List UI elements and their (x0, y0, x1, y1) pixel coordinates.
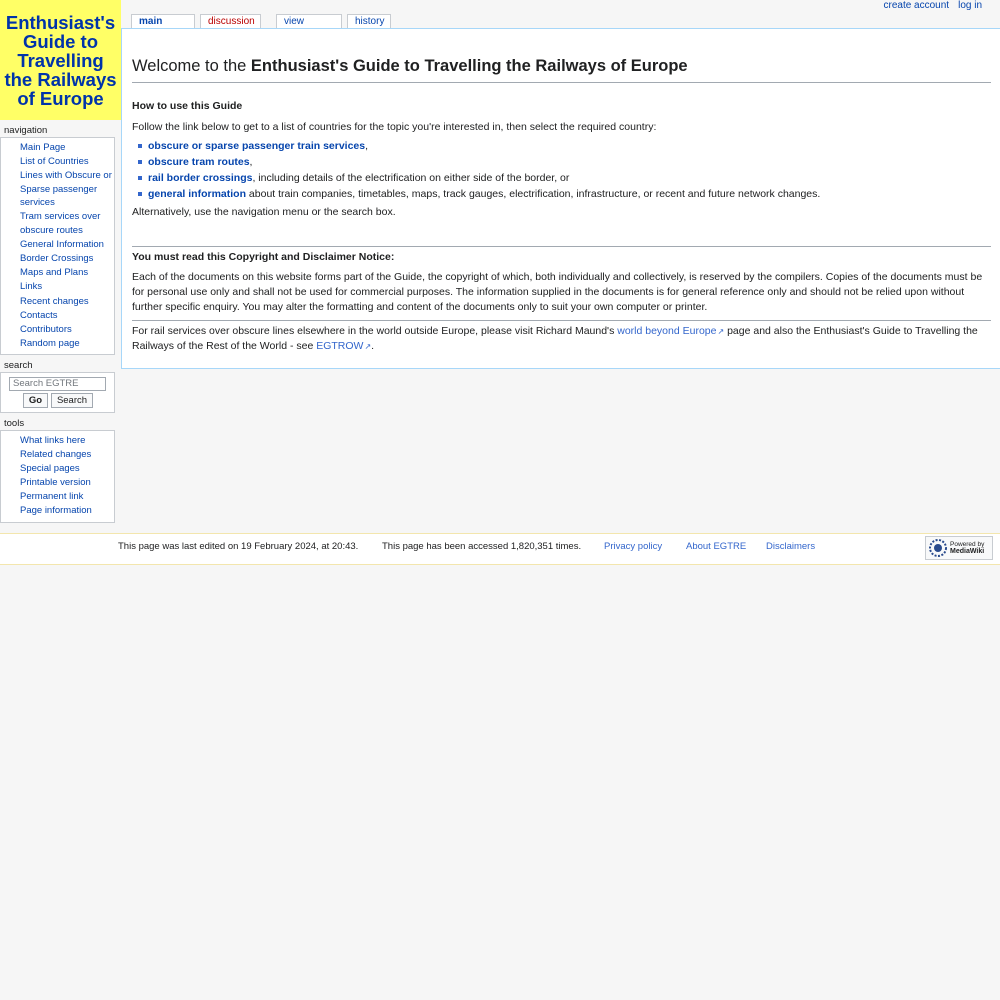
sidebar-link[interactable]: Maps and Plans (20, 267, 89, 279)
world-beyond-europe-link[interactable]: world beyond Europe ↗ (617, 325, 724, 337)
privacy-policy-link[interactable]: Privacy policy (604, 541, 663, 552)
personal-tools (883, 0, 982, 11)
topic-list (132, 138, 991, 202)
rest-world-middle: page and also the Enthusiast's Guide to Travelling the Railways of the Rest of the World - see (132, 325, 978, 352)
create-account-link[interactable]: create account (883, 0, 950, 11)
alternative-text: Alternatively, use the navigation menu or the search box. (132, 206, 396, 218)
sidebar-item-maps-and-plans[interactable] (20, 266, 114, 280)
list-item-rest: about train companies, timetables, maps, track gauges, electrification, infrastructure, or recent and future network changes. (246, 188, 821, 200)
content-area (121, 28, 1000, 369)
powered-by-mediawiki-badge[interactable] (925, 536, 993, 560)
tool-link[interactable]: Related changes (20, 449, 92, 461)
title-bold: Enthusiast's Guide to Travelling the Railways of Europe (250, 57, 688, 75)
sidebar-link[interactable]: Tram services over obscure routes (20, 211, 101, 237)
tool-link[interactable]: What links here (20, 435, 86, 446)
list-item (132, 138, 991, 154)
intro-text: Follow the link below to get to a list of countries for the topic you're interested in, then select the required country: (132, 121, 657, 133)
border-crossings-link[interactable]: rail border crossings (148, 172, 253, 184)
list-item (132, 170, 991, 186)
copyright-heading: You must read this Copyright and Disclaimer Notice: (132, 251, 395, 263)
sidebar-item-random-page[interactable] (20, 337, 114, 351)
navigation-portal (0, 137, 115, 355)
logo-text: Enthusiast's Guide to Travelling the Railways of Europe (4, 11, 117, 109)
sidebar-link[interactable]: Recent changes (20, 295, 89, 307)
sidebar-item-obscure-lines[interactable] (20, 169, 114, 210)
list-item (132, 154, 991, 170)
search-input[interactable]: Search EGTRE (9, 377, 106, 391)
list-item (132, 186, 991, 202)
navigation-heading: navigation (4, 125, 48, 136)
site-logo[interactable] (0, 0, 121, 120)
sidebar-item-general-information[interactable] (20, 238, 114, 252)
sidebar-item-contacts[interactable] (20, 309, 114, 323)
search-button[interactable]: Search (51, 393, 93, 408)
disclaimers-link[interactable]: Disclaimers (766, 541, 816, 552)
tool-link[interactable]: Page information (20, 505, 92, 517)
list-item-rest: , including details of the electrification on either side of the border, or (252, 172, 570, 184)
divider (132, 246, 991, 247)
footer (0, 533, 1000, 565)
tool-related-changes[interactable] (20, 448, 114, 462)
copyright-text: Each of the documents on this website forms part of the Guide, the copyright of which, both individually and collectively, is reserved by the compilers. Copies of the documents must be for personal use only and shall not be used for commercial purposes. The information supplied in the documents is for general reference only and should not be relied upon without further specific enquiry. You may alter the formatting and content of the documents only to suit your own computer or printer. (132, 271, 983, 313)
search-heading: search (4, 360, 33, 371)
tool-link[interactable]: Printable version (20, 477, 91, 489)
rest-world-end: . (371, 340, 375, 352)
rest-of-world-text (132, 324, 991, 354)
tool-printable-version[interactable] (20, 476, 114, 490)
sidebar-link[interactable]: Contacts (20, 309, 58, 321)
sidebar-item-links[interactable] (20, 280, 114, 294)
tab-history[interactable] (347, 14, 391, 28)
obscure-tram-link[interactable]: obscure tram routes (148, 156, 250, 168)
sidebar-link[interactable]: General Information (20, 239, 104, 251)
tab-view-source[interactable] (276, 14, 342, 28)
page-title (132, 56, 991, 83)
tools-portal (0, 430, 115, 523)
obscure-services-link[interactable]: obscure or sparse passenger train services (148, 140, 366, 152)
sidebar-item-border-crossings[interactable] (20, 252, 114, 266)
sidebar-link[interactable]: Border Crossings (20, 253, 94, 265)
sidebar-item-recent-changes[interactable] (20, 295, 114, 309)
tab-main-page[interactable] (131, 14, 195, 29)
tool-link[interactable]: Permanent link (20, 491, 84, 503)
tool-link[interactable]: Special pages (20, 463, 80, 475)
tool-special-pages[interactable] (20, 462, 114, 476)
title-prefix: Welcome to the (132, 57, 251, 75)
powered-line1: Powered by (950, 541, 985, 548)
rest-world-prefix: For rail services over obscure lines elsewhere in the world outside Europe, please visit Richard Maund's (132, 325, 618, 337)
go-button[interactable]: Go (23, 393, 48, 408)
tab-main-page-label[interactable]: main (139, 16, 163, 27)
sidebar-link[interactable]: Lines with Obscure or Sparse passenger services (20, 170, 112, 209)
sidebar-link[interactable]: Random page (20, 337, 80, 349)
last-edited-text: This page was last edited on 19 February 2024, at 20:43. (118, 541, 359, 552)
tool-what-links-here[interactable] (20, 434, 114, 448)
sidebar-item-list-of-countries[interactable] (20, 155, 114, 169)
about-link[interactable]: About EGTRE (686, 541, 747, 552)
log-in-link[interactable]: log in (958, 0, 982, 11)
tab-view-source-label[interactable]: view (284, 16, 305, 27)
powered-by-text (950, 541, 984, 555)
sidebar-item-main-page[interactable] (20, 141, 114, 155)
list-item-rest: , (365, 140, 369, 152)
list-item-rest: , (249, 156, 253, 168)
divider (132, 320, 991, 321)
general-information-link[interactable]: general information (148, 188, 247, 200)
sidebar-link[interactable]: List of Countries (20, 156, 89, 168)
search-portal (0, 372, 115, 413)
powered-line2: MediaWiki (950, 548, 985, 555)
egtrow-link[interactable]: EGTROW ↗ (316, 340, 371, 352)
tab-discussion[interactable] (200, 14, 261, 28)
how-to-use-heading: How to use this Guide (132, 100, 243, 112)
tool-page-information[interactable] (20, 504, 114, 518)
sidebar-item-tram-services[interactable] (20, 210, 114, 237)
sidebar-link[interactable]: Main Page (20, 142, 66, 153)
tool-permanent-link[interactable] (20, 490, 114, 504)
tab-discussion-label[interactable]: discussion (208, 16, 255, 27)
mediawiki-sunflower-icon (928, 538, 948, 558)
sidebar-link[interactable]: Contributors (20, 323, 72, 335)
tab-history-label[interactable]: history (355, 16, 385, 27)
access-count-text: This page has been accessed 1,820,351 times. (382, 541, 582, 552)
tools-heading: tools (4, 418, 25, 429)
sidebar-item-contributors[interactable] (20, 323, 114, 337)
sidebar-link[interactable]: Links (20, 281, 43, 293)
